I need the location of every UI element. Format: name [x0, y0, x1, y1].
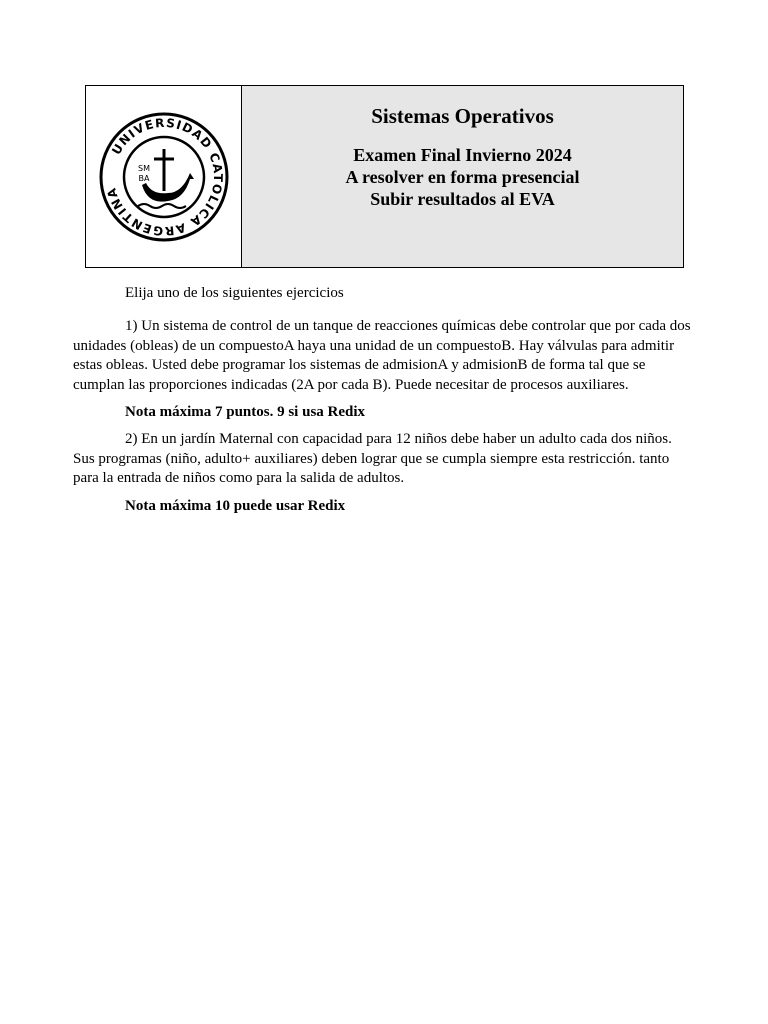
- exercise-1-note: Nota máxima 7 puntos. 9 si usa Redix: [125, 404, 366, 420]
- logo-cell: [86, 86, 242, 267]
- seal-letters-top: SM: [137, 163, 150, 173]
- exam-info: [242, 144, 683, 210]
- instructions: Elija uno de los siguientes ejercicios: [125, 285, 344, 301]
- header-table: [85, 85, 684, 268]
- exam-name: Examen Final Invierno 2024: [353, 145, 572, 165]
- university-seal-icon: [98, 111, 230, 243]
- exercise-1: 1) Un sistema de control de un tanque de reacciones químicas debe controlar que por cada dos unidades (obleas) de un compuestoA haya una unidad de un compuestoB. Hay válvulas para admitir estas obleas. Usted debe programar los sistemas de admisionA y admisionB de forma tal que se cumplan las proporciones indicadas (2A por cada B). Puede necesitar de procesos auxiliares.: [73, 318, 691, 393]
- seal-letters-bottom: BA: [138, 173, 149, 183]
- title-cell: [242, 86, 683, 267]
- seal-ring-text: UNIVERSIDAD CATOLICA ARGENTINA: [103, 115, 225, 238]
- exam-submission: Subir resultados al EVA: [370, 189, 555, 209]
- exercise-2: 2) En un jardín Maternal con capacidad para 12 niños debe haber un adulto cada dos niños. Sus programas (niño, adulto+ auxiliares) deben lograr que se cumpla siempre esta restricción. tanto para la entrada de niños como para la salida de adultos.: [73, 431, 672, 486]
- course-title: Sistemas Operativos: [371, 104, 554, 128]
- exercise-2-note: Nota máxima 10 puede usar Redix: [125, 498, 346, 514]
- exam-mode: A resolver en forma presencial: [345, 167, 580, 187]
- logo-box: [93, 101, 235, 253]
